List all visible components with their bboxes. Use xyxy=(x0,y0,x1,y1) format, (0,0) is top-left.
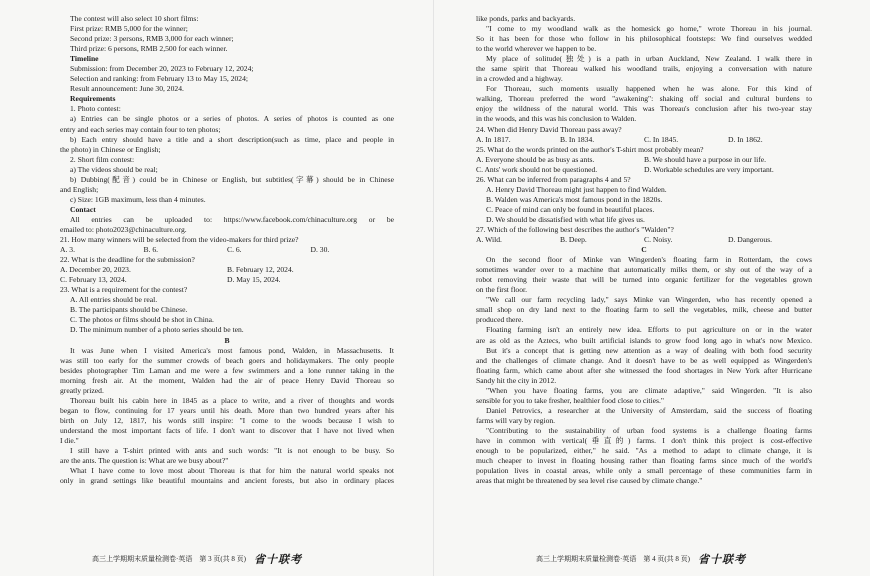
text-line: c) Size: 1GB maximum, less than 4 minutes. xyxy=(70,194,206,204)
text-line: Selection and ranking: from February 13 to May 15, 2024; xyxy=(70,74,248,84)
answer-option: A. Wild. xyxy=(476,235,502,245)
answer-option: D. May 15, 2024. xyxy=(227,275,281,285)
subheading: Timeline xyxy=(70,54,99,64)
text-line: It was June when I visited America's most famous pond, Walden, in Massachusetts. It xyxy=(70,345,394,355)
text-line: First prize: RMB 5,000 for the winner; xyxy=(70,24,188,34)
text-line: and English; xyxy=(60,184,99,194)
text-line: like ponds, parks and backyards. xyxy=(476,14,576,23)
text-line: Floating farming isn't an entirely new idea. Efforts to put agriculture on or in the water xyxy=(486,325,812,335)
text-line: So it has been for those who follow in his philosophical footsteps: We find ourselves wedded xyxy=(476,34,812,44)
text-line: farms will vary by region. xyxy=(476,415,556,425)
answer-options-row xyxy=(60,245,394,255)
text-line: Submission: from December 20, 2023 to February 12, 2024; xyxy=(70,64,254,74)
text-line: floating farm, which came about after she witnessed the food shortages in New York after Hurricane xyxy=(476,365,812,375)
section-heading: C xyxy=(641,245,647,255)
text-line: D. We should be dissatisfied with what life gives us. xyxy=(486,214,645,224)
text-line: 26. What can be inferred from paragraphs 4 and 5? xyxy=(476,174,631,184)
text-line: was still too early for the summer crowds of beach goers and holidaymakers. The only people xyxy=(60,355,394,365)
right-page-column xyxy=(476,14,812,486)
left-page-column xyxy=(60,14,394,486)
answer-options-row xyxy=(476,165,812,175)
answer-option: A. December 20, 2023. xyxy=(60,265,131,275)
answer-options-row xyxy=(60,265,394,275)
footer-page-info: 高三上学期期末质量检测卷·英语 第 4 页(共 8 页) xyxy=(536,555,690,563)
right-page-footer xyxy=(536,551,746,567)
answer-option: D. Dangerous. xyxy=(728,235,773,245)
answer-option: B. In 1834. xyxy=(560,134,595,144)
text-line: enjoy the wildness of the natural world. This was Thoreau's conclusion after his two-year stay xyxy=(476,104,812,114)
text-line: On the second floor of Minke van Wingerden's floating farm in Rotterdam, the cows xyxy=(486,255,812,265)
text-line: are as old as the Aztecs, who built artificial islands to grow food long ago in what's now Mexico. xyxy=(476,335,812,345)
text-line: small shop on dry land next to the floating farm to sell the vegetables, milk, cheese and butter xyxy=(476,305,812,315)
subheading: Requirements xyxy=(70,94,116,104)
text-line: the photo) in Chinese or English; xyxy=(60,144,161,154)
answer-option: B. Deep. xyxy=(560,235,587,245)
text-line: 25. What do the words printed on the author's T-shirt most probably mean? xyxy=(476,144,704,154)
text-line: A. All entries should be real. xyxy=(70,295,158,305)
text-line: only in grand settings like beautiful mountains and ancient forests, but also in ordinary places xyxy=(60,476,394,486)
text-line: 24. When did Henry David Thoreau pass away? xyxy=(476,124,622,134)
text-line: My place of solitude(独处) is a path in urban Auckland, New Zealand. I walk there in xyxy=(486,54,812,64)
answer-option: C. Ants' work should not be questioned. xyxy=(476,164,598,174)
text-line: understand the most important facts of life. I don't want to discover that I have not lived when xyxy=(60,425,394,435)
text-line: in a crowded and a highway. xyxy=(476,74,563,84)
text-line: besides photographer Tim Laman and me were a few swimmers and a lone runner taking in the xyxy=(60,365,394,375)
answer-option: C. In 1845. xyxy=(644,134,679,144)
text-line: in the woods, and this was his conclusion to Walden. xyxy=(476,114,637,124)
text-line: produced there. xyxy=(476,315,524,325)
text-line: much cheaper to invest in floating housing rather than floating farms since much of the world's xyxy=(476,456,812,466)
left-page-footer xyxy=(92,551,302,567)
text-line: walking, Thoreau preferred the word "awakening": shaking off social and cultural burdens to xyxy=(476,94,812,104)
text-line: "Contributing to the sustainability of urban food systems is a challenge floating farms xyxy=(486,425,812,435)
answer-options-row xyxy=(476,155,812,165)
text-line: B. The participants should be Chinese. xyxy=(70,305,188,315)
footer-stamp: 省十联考 xyxy=(254,553,302,566)
text-line: b) Each entry should have a title and a short description(such as time, place and people in xyxy=(70,134,394,144)
text-line: But it's a concept that is getting new attention as a way of dealing with both food security xyxy=(486,345,812,355)
text-line: A. Henry David Thoreau might just happen to find Walden. xyxy=(486,184,667,194)
answer-option: B. February 12, 2024. xyxy=(227,265,294,275)
answer-option: A. Everyone should be as busy as ants. xyxy=(476,154,595,164)
answer-option: C. Noisy. xyxy=(644,235,673,245)
text-line: D. The minimum number of a photo series should be ten. xyxy=(70,325,244,335)
text-line: morning fresh air. At the moment, Walden had the air of peace Henry David Thoreau so xyxy=(60,375,394,385)
text-line: Thoreau built his cabin here in 1845 as a place to write, and a river of thoughts and words xyxy=(70,395,394,405)
answer-option: A. In 1817. xyxy=(476,134,511,144)
answer-options-row xyxy=(60,275,394,285)
text-line: began to flow, continuing for 17 years until his death. More than two hundred years after his xyxy=(60,405,394,415)
text-line: to the world wherever we happen to be. xyxy=(476,44,597,54)
text-line: a) Entries can be single photos or a series of photos. A series of photos is counted as one xyxy=(70,114,394,124)
text-line: 22. What is the deadline for the submission? xyxy=(60,255,195,265)
text-line: birth on July 12, 1817, his words still inspire: "I come to the woods because I wish to xyxy=(60,415,394,425)
text-line: Second prize: 3 persons, RMB 3,000 for each winner; xyxy=(70,34,234,44)
answer-option: C. 6. xyxy=(227,245,242,255)
text-line: robot removing their waste that will be turned into organic fertilizer for the vegetables grown xyxy=(476,275,812,285)
text-line: Sandy hit the city in 2012. xyxy=(476,375,557,385)
text-line: sometimes wander over to a machine that automatically milks them, or shy out of the way of a xyxy=(476,265,812,275)
answer-option: D. Workable schedules are very important. xyxy=(644,164,774,174)
answer-option: B. 6. xyxy=(143,245,159,255)
text-line: B. Walden was America's most famous pond in the 1820s. xyxy=(486,194,663,204)
text-line: emailed to: photo2023@chinaculture.org. xyxy=(60,224,187,234)
footer-page-info: 高三上学期期末质量检测卷·英语 第 3 页(共 8 页) xyxy=(92,555,246,563)
answer-option: B. We should have a purpose in our life. xyxy=(644,154,766,164)
text-line: sensible for you to take fresher, healthier food close to cities." xyxy=(476,395,664,405)
text-line: C. Peace of mind can only be found in beautiful places. xyxy=(486,204,655,214)
footer-stamp: 省十联考 xyxy=(698,553,746,566)
text-line: a) The videos should be real; xyxy=(70,164,158,174)
text-line: For Thoreau, such moments usually happened when he was alone. For this kind of xyxy=(486,84,812,94)
text-line: b) Dubbing(配音) could be in Chinese or English, but subtitles(字幕) should be in Chinese xyxy=(70,174,394,184)
text-line: Daniel Petrovics, a researcher at the University of Amsterdam, said the success of floating xyxy=(486,405,812,415)
text-line: areas that might be threatened by sea level rise caused by climate change." xyxy=(476,476,703,486)
section-heading: B xyxy=(224,335,230,345)
answer-options-row xyxy=(476,235,812,245)
text-line: What I have come to love most about Thoreau is that for him the natural world speaks not xyxy=(70,466,394,476)
text-line: 27. Which of the following best describes the author's "Walden"? xyxy=(476,224,674,234)
text-line: population lives in coastal areas, while only a small percentage of these communities farm in xyxy=(476,466,812,476)
text-line: greatly prized. xyxy=(60,385,104,395)
answer-option: A. 3. xyxy=(60,245,75,255)
text-line: "When you have floating farms, you are climate adaptive," said Wingerden. "It is also xyxy=(486,385,812,395)
text-line: "We call our farm recycling lady," says Minke van Wingerden, who has recently opened a xyxy=(486,295,812,305)
text-line: Result announcement: June 30, 2024. xyxy=(70,84,184,94)
text-line: Third prize: 6 persons, RMB 2,500 for each winner. xyxy=(70,44,228,54)
text-line: entry and each series may contain four to ten photos; xyxy=(60,124,221,134)
text-line: on the first floor. xyxy=(476,285,528,295)
text-line: I still have a T-shirt printed with ants and such words: "It is not enough to be busy. So xyxy=(70,446,394,456)
text-line: 1. Photo contest: xyxy=(70,104,121,114)
text-line: enough to be popularized, either," he said. "As a method to adapt to climate change, it is xyxy=(476,446,812,456)
text-line: The contest will also select 10 short films: xyxy=(70,14,199,23)
answer-option: D. In 1862. xyxy=(728,134,763,144)
answer-option: C. February 13, 2024. xyxy=(60,275,127,285)
text-line: C. The photos or films should be shot in China. xyxy=(70,315,214,325)
text-line: 2. Short film contest: xyxy=(70,154,135,164)
text-line: "I come to my woodland walk as the homesick go home," wrote Thoreau in his journal. xyxy=(486,24,812,34)
answer-options-row xyxy=(476,135,812,145)
text-line: All entries can be uploaded to: https://www.facebook.com/chinaculture.org or be xyxy=(70,214,394,224)
text-line: have in common with vertical(垂直的) farms. I don't think this project is cost-effective xyxy=(476,435,812,445)
text-line: are the ants. The question is: What are we busy about?" xyxy=(60,456,229,466)
text-line: the same spirit that Thoreau walked his woodland trails, enjoying a conversation with nature xyxy=(476,64,812,74)
answer-option: D. 30. xyxy=(310,245,330,255)
page-divider xyxy=(433,0,434,576)
text-line: I die." xyxy=(60,435,79,445)
text-line: 21. How many winners will be selected from the video-makers for third prize? xyxy=(60,235,299,245)
subheading: Contact xyxy=(70,204,96,214)
text-line: and the challenges of climate change. And it doesn't have to be as well equipped as Wingerden's xyxy=(476,355,812,365)
text-line: 23. What is a requirement for the contest? xyxy=(60,285,188,295)
